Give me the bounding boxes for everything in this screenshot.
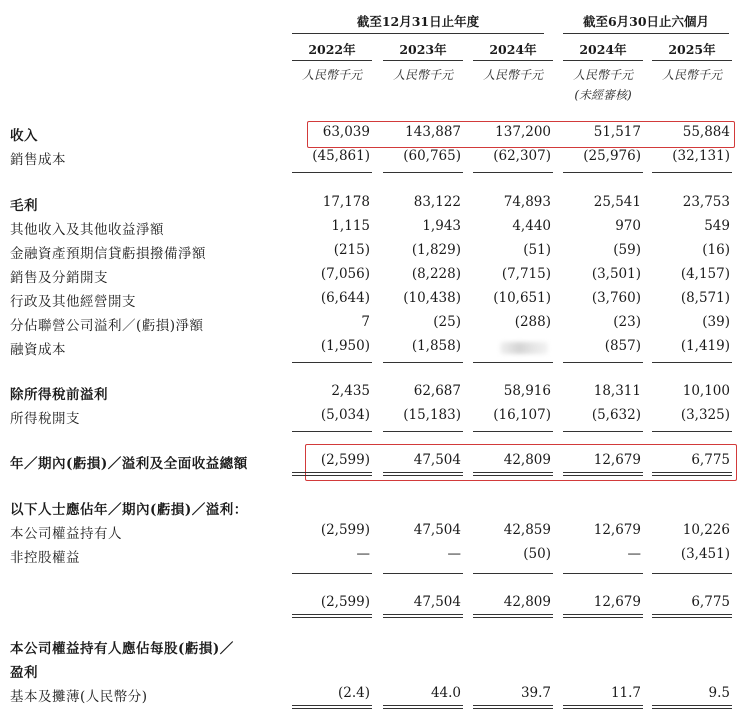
subtotal-rule <box>383 362 463 363</box>
cell: 6,775 <box>691 452 730 468</box>
cell: 25,541 <box>593 194 641 210</box>
cell: (288) <box>514 314 551 330</box>
cell: 6,775 <box>691 594 730 610</box>
subtotal-rule <box>473 573 553 574</box>
cell: (8,228) <box>411 266 461 282</box>
cell: (2,599) <box>320 594 370 610</box>
period-title-6m: 截至6月30日止六個月 <box>582 14 710 29</box>
cell: 42,859 <box>503 522 551 538</box>
row-label-eps-heading-cont: 盈利 <box>10 665 38 681</box>
cell: (3,501) <box>591 266 641 282</box>
cell: (3,451) <box>680 546 730 562</box>
double-rule <box>473 614 553 618</box>
subtotal-rule <box>292 431 372 432</box>
subtotal-rule <box>652 362 732 363</box>
cell: (25,976) <box>583 148 641 164</box>
unit-label: 人民幣千元 <box>661 68 722 82</box>
row-label-gross-profit: 毛利 <box>10 198 38 214</box>
cell: 11.7 <box>610 685 641 701</box>
cell: 10,100 <box>682 383 730 399</box>
cell: (16) <box>702 242 730 258</box>
year-rule <box>383 60 463 61</box>
cell: (62,307) <box>493 148 551 164</box>
double-rule <box>292 705 372 709</box>
unit-label: 人民幣千元 <box>482 68 543 82</box>
cell: 47,504 <box>413 522 461 538</box>
cell: (1,858) <box>411 338 461 354</box>
header-rule-6m <box>563 33 729 34</box>
cell: (857) <box>604 338 641 354</box>
cell: (7,715) <box>501 266 551 282</box>
row-label-attributable-heading: 以下人士應佔年／期內(虧損)／溢利： <box>10 502 248 518</box>
cell: (50) <box>523 546 551 562</box>
cell: (25) <box>433 314 461 330</box>
cell: (7,056) <box>320 266 370 282</box>
year-2023: 2023年 <box>399 42 447 57</box>
cell: (2,599) <box>320 522 370 538</box>
double-rule <box>473 472 553 476</box>
subtotal-rule <box>652 172 732 173</box>
unit-label: 人民幣千元 <box>392 68 453 82</box>
double-rule <box>652 614 732 618</box>
cell: (10,438) <box>403 290 461 306</box>
unaudited-note: (未經審核) <box>574 88 632 102</box>
row-label-ecl-allowance: 金融資產預期信貸虧損撥備淨額 <box>10 246 206 262</box>
row-label-selling-expenses: 銷售及分銷開支 <box>10 270 108 286</box>
double-rule <box>563 705 643 709</box>
cell: (1,829) <box>411 242 461 258</box>
cell: (23) <box>613 314 641 330</box>
year-2024: 2024年 <box>489 42 537 57</box>
subtotal-rule <box>292 573 372 574</box>
cell: 47,504 <box>413 594 461 610</box>
double-rule <box>383 614 463 618</box>
unit-label: 人民幣千元 <box>301 68 362 82</box>
cell: (10,651) <box>493 290 551 306</box>
cell: 549 <box>704 218 730 234</box>
cell: (45,861) <box>312 148 370 164</box>
cell: 17,178 <box>322 194 370 210</box>
subtotal-rule <box>473 431 553 432</box>
cell: 9.5 <box>708 685 730 701</box>
blurred-cell <box>500 342 548 354</box>
subtotal-rule <box>652 573 732 574</box>
subtotal-rule <box>652 431 732 432</box>
cell: (15,183) <box>403 407 461 423</box>
cell: 18,311 <box>593 383 641 399</box>
row-label-basic-diluted: 基本及攤薄(人民幣分) <box>10 689 148 705</box>
year-2025-6m: 2025年 <box>668 42 716 57</box>
row-label-total-comprehensive: 年／期內(虧損)／溢利及全面收益總額 <box>10 456 248 472</box>
cell: 47,504 <box>413 452 461 468</box>
subtotal-rule <box>383 172 463 173</box>
cell: (32,131) <box>672 148 730 164</box>
cell: 2,435 <box>331 383 370 399</box>
cell: 4,440 <box>512 218 551 234</box>
cell: 42,809 <box>503 452 551 468</box>
cell: 83,122 <box>413 194 461 210</box>
cell: 10,226 <box>682 522 730 538</box>
cell: (51) <box>523 242 551 258</box>
subtotal-rule <box>383 573 463 574</box>
cell: 62,687 <box>413 383 461 399</box>
double-rule <box>383 472 463 476</box>
double-rule <box>473 705 553 709</box>
cell: 51,517 <box>593 124 641 140</box>
cell: (8,571) <box>680 290 730 306</box>
cell: — <box>447 546 461 562</box>
cell: (3,760) <box>591 290 641 306</box>
row-label-income-tax: 所得稅開支 <box>10 411 80 427</box>
cell: 55,884 <box>682 124 730 140</box>
cell: 7 <box>361 314 370 330</box>
double-rule <box>652 705 732 709</box>
cell: — <box>356 546 370 562</box>
year-rule <box>473 60 553 61</box>
double-rule <box>292 614 372 618</box>
row-label-profit-before-tax: 除所得稅前溢利 <box>10 387 108 403</box>
row-label-other-income: 其他收入及其他收益淨額 <box>10 222 164 238</box>
cell: (16,107) <box>493 407 551 423</box>
double-rule <box>563 614 643 618</box>
cell: 39.7 <box>520 685 551 701</box>
row-label-eps-heading: 本公司權益持有人應佔每股(虧損)／ <box>10 641 234 657</box>
row-label-revenue: 收入 <box>10 128 38 144</box>
cell: — <box>627 546 641 562</box>
row-label-non-controlling: 非控股權益 <box>10 550 80 566</box>
row-label-finance-costs: 融資成本 <box>10 342 66 358</box>
cell: 1,115 <box>331 218 370 234</box>
subtotal-rule <box>292 172 372 173</box>
year-rule <box>292 60 372 61</box>
subtotal-rule <box>473 362 553 363</box>
cell: 44.0 <box>430 685 461 701</box>
header-rule-fy <box>292 33 544 34</box>
double-rule <box>292 472 372 476</box>
row-label-admin-expenses: 行政及其他經營開支 <box>10 294 136 310</box>
cell: 137,200 <box>495 124 551 140</box>
cell: 12,679 <box>593 522 641 538</box>
year-rule <box>652 60 732 61</box>
cell: (1,950) <box>320 338 370 354</box>
cell: 12,679 <box>593 452 641 468</box>
cell: (3,325) <box>680 407 730 423</box>
cell: 58,916 <box>503 383 551 399</box>
cell: (5,632) <box>591 407 641 423</box>
cell: 970 <box>615 218 641 234</box>
cell: (6,644) <box>320 290 370 306</box>
year-2022: 2022年 <box>308 42 356 57</box>
cell: (60,765) <box>403 148 461 164</box>
subtotal-rule <box>473 172 553 173</box>
cell: 143,887 <box>405 124 461 140</box>
year-rule <box>563 60 643 61</box>
cell: (39) <box>702 314 730 330</box>
cell: (5,034) <box>320 407 370 423</box>
subtotal-rule <box>563 573 643 574</box>
subtotal-rule <box>563 362 643 363</box>
cell: 1,943 <box>422 218 461 234</box>
subtotal-rule <box>292 362 372 363</box>
year-2024-6m: 2024年 <box>579 42 627 57</box>
cell: 63,039 <box>322 124 370 140</box>
cell: (59) <box>613 242 641 258</box>
period-title-fy: 截至12月31日止年度 <box>356 14 480 29</box>
subtotal-rule <box>563 172 643 173</box>
subtotal-rule <box>563 431 643 432</box>
cell: 74,893 <box>503 194 551 210</box>
row-label-cost-of-sales: 銷售成本 <box>10 152 66 168</box>
cell: (2,599) <box>320 452 370 468</box>
double-rule <box>652 472 732 476</box>
cell: (1,419) <box>680 338 730 354</box>
row-label-equity-holders: 本公司權益持有人 <box>10 526 122 542</box>
cell: (4,157) <box>680 266 730 282</box>
cell: (2.4) <box>337 685 370 701</box>
row-label-share-of-associates: 分佔聯營公司溢利／(虧損)淨額 <box>10 318 204 334</box>
cell: 12,679 <box>593 594 641 610</box>
cell: (215) <box>333 242 370 258</box>
cell: 23,753 <box>682 194 730 210</box>
unit-label: 人民幣千元 <box>572 68 633 82</box>
double-rule <box>563 472 643 476</box>
double-rule <box>383 705 463 709</box>
cell: 42,809 <box>503 594 551 610</box>
subtotal-rule <box>383 431 463 432</box>
